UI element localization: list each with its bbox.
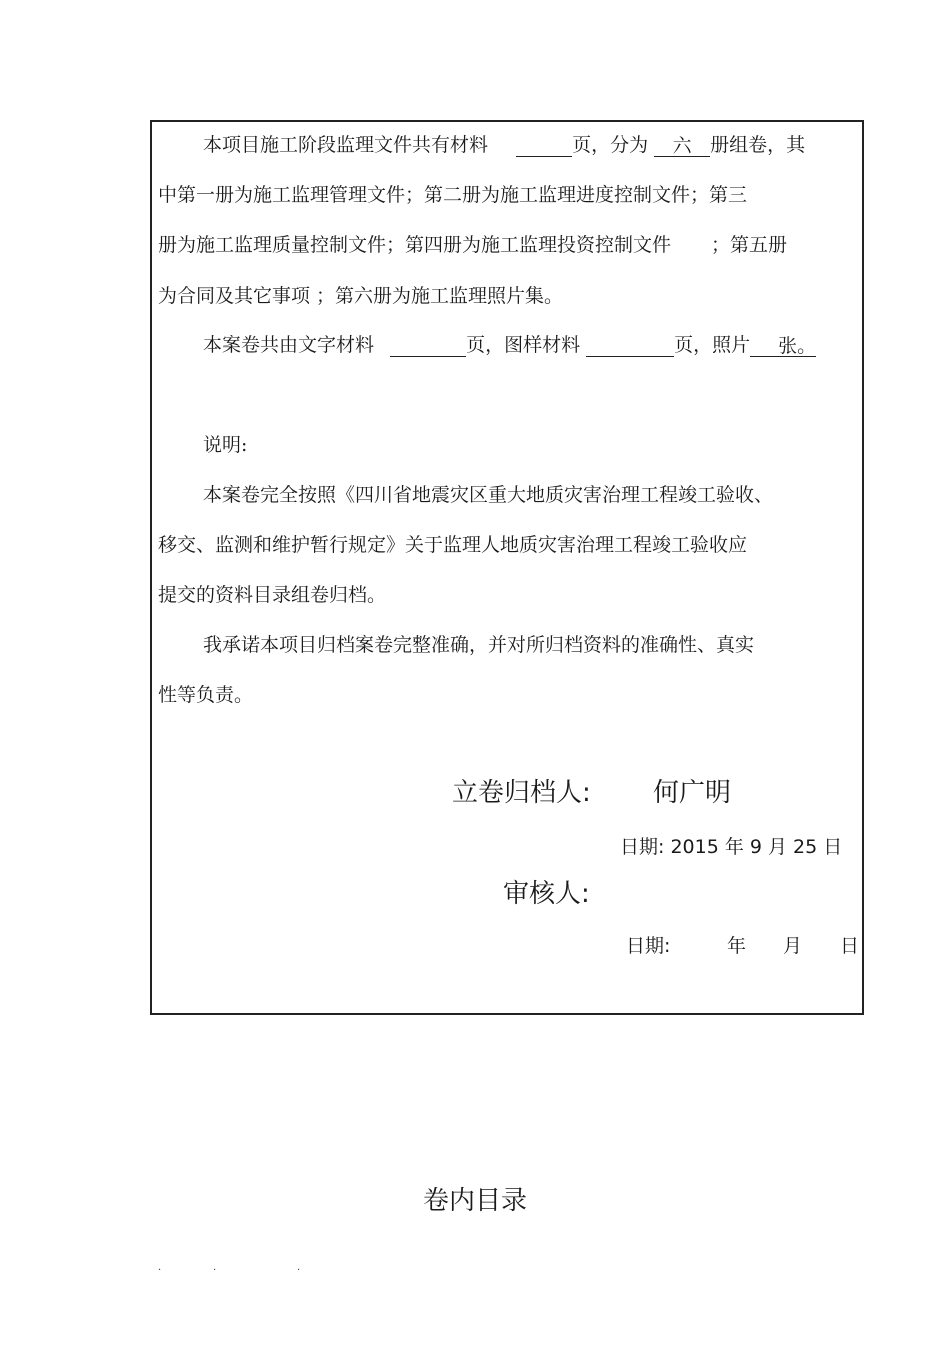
commitment-line-1: 我承诺本项目归档案卷完整准确，并对所归档资料的准确性、真实 <box>203 634 755 656</box>
photo-count-field: 张。 <box>750 334 816 357</box>
summary-line-2: 中第一册为施工监理管理文件；第二册为施工监理进度控制文件；第三 <box>158 184 748 206</box>
scan-dot: . <box>213 1262 217 1273</box>
summary-text: 页，图样材料 <box>466 334 581 356</box>
reviewer-date-label: 日期: <box>626 935 671 957</box>
note-line-3: 提交的资料目录组卷归档。 <box>158 584 387 606</box>
summary-text: ；第五册 <box>711 234 788 256</box>
archiver-date: 日期: 2015 年 9 月 25 日 <box>620 836 843 858</box>
summary-text: 本项目施工阶段监理文件共有材料 <box>203 134 489 156</box>
note-line-2: 移交、监测和维护暂行规定》关于监理人地质灾害治理工程竣工验收应 <box>158 534 748 556</box>
summary-line-4: 为合同及其它事项 ；第六册为施工监理照片集。 <box>158 285 564 307</box>
reviewer-day-label: 日 <box>840 935 860 957</box>
summary-line-3 <box>158 233 787 257</box>
total-pages-field <box>516 134 572 157</box>
summary-text: 页，分为 <box>572 134 649 156</box>
reviewer-label: 审核人: <box>503 879 590 909</box>
summary-text: 册组卷，其 <box>710 134 806 156</box>
text-pages-field <box>390 334 466 357</box>
scan-dot: . <box>297 1262 301 1273</box>
note-heading: 说明: <box>203 434 248 456</box>
reviewer-year-label: 年 <box>727 935 747 957</box>
scan-dot: . <box>158 1262 162 1273</box>
section-title: 卷内目录 <box>422 1186 527 1216</box>
drawing-pages-field <box>586 334 674 357</box>
note-line-1: 本案卷完全按照《四川省地震灾区重大地质灾害治理工程竣工验收、 <box>203 484 774 506</box>
summary-text: 册为施工监理质量控制文件；第四册为施工监理投资控制文件 <box>158 234 672 256</box>
volume-count-field: 六 <box>654 134 710 157</box>
summary-text: 页，照片 <box>674 334 751 356</box>
summary-text: 本案卷共由文字材料 <box>203 334 375 356</box>
archiver-label: 立卷归档人: <box>452 778 591 808</box>
summary-line-1 <box>203 133 805 157</box>
commitment-line-2: 性等负责。 <box>158 684 254 706</box>
summary-line-5 <box>203 333 816 357</box>
archiver-name: 何广明 <box>653 778 732 808</box>
reviewer-month-label: 月 <box>783 935 803 957</box>
